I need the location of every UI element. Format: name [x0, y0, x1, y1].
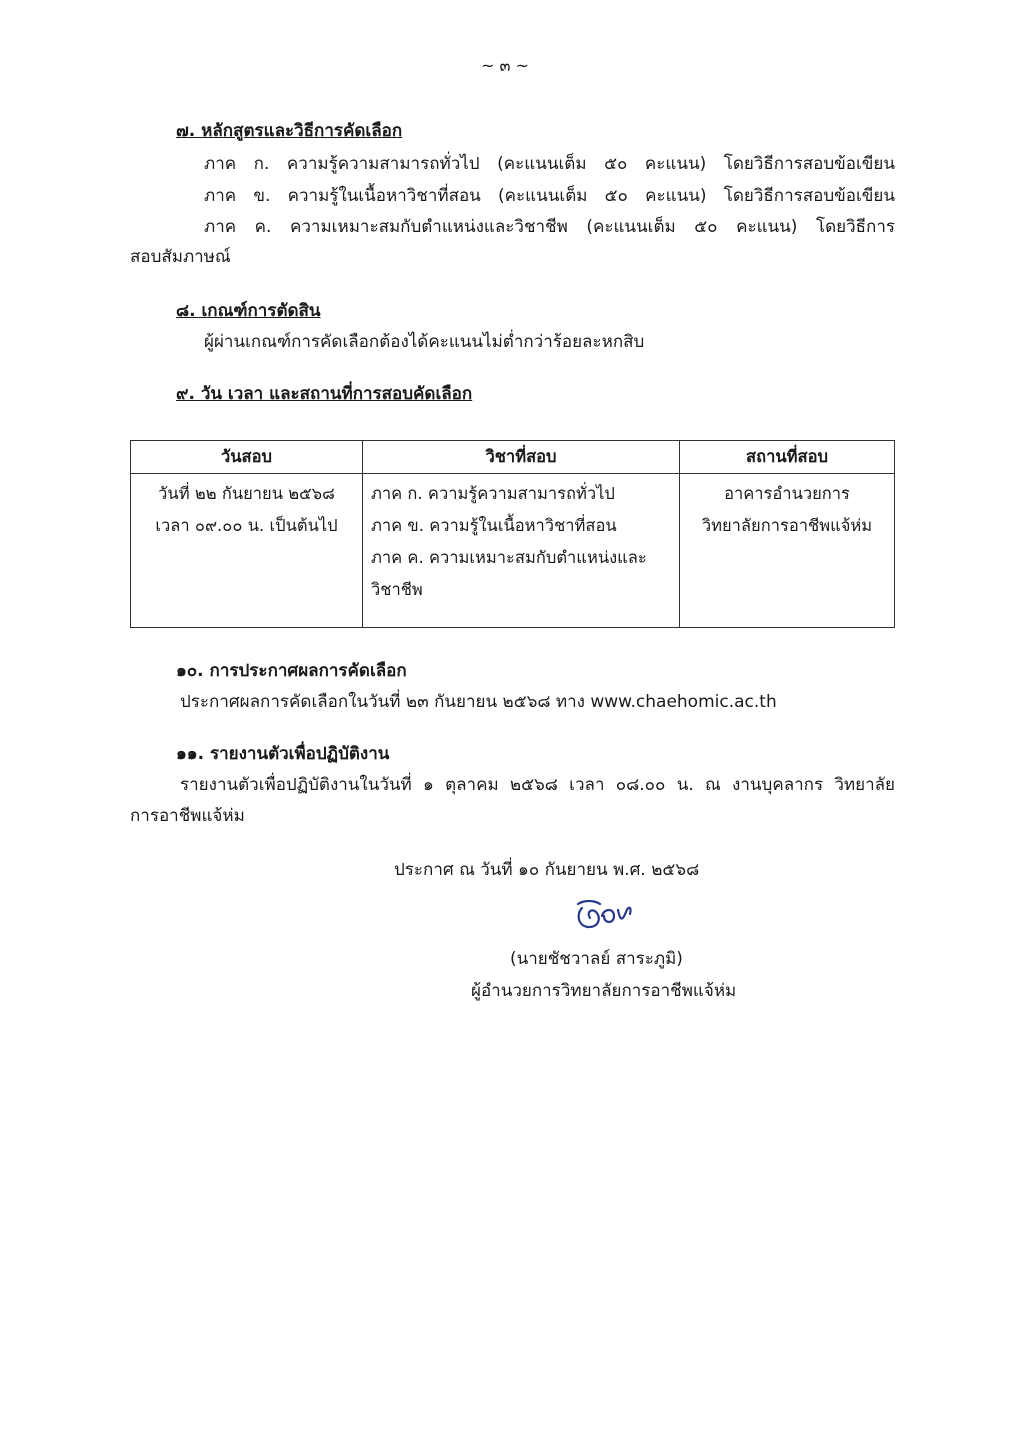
subject-line: ภาค ข. ความรู้ในเนื้อหาวิชาที่สอน: [371, 516, 617, 535]
section11-line-1: รายงานตัวเพื่อปฏิบัติงานในวันที่ ๑ ตุลาคม ๒๕๖๘ เวลา ๐๘.๐๐ น. ณ งานบุคลากร วิทยาลัย: [180, 775, 895, 795]
exam-schedule-table: [130, 440, 895, 628]
section7-line-3: ภาค ค. ความเหมาะสมกับตำแหน่งและวิชาชีพ (คะแนนเต็ม ๕๐ คะแนน) โดยวิธีการ: [204, 217, 895, 237]
exam-date-line: วันที่ ๒๒ กันยายน ๒๕๖๘: [158, 484, 335, 503]
header-exam-subject: วิชาที่สอบ: [363, 441, 680, 474]
subject-line: วิชาชีพ: [371, 580, 423, 599]
page-number: ~ ๓ ~: [481, 56, 529, 75]
subject-line: ภาค ก. ความรู้ความสามารถทั่วไป: [371, 484, 615, 503]
section11-heading: ๑๑. รายงานตัวเพื่อปฏิบัติงาน: [176, 744, 390, 764]
section7-line-1: ภาค ก. ความรู้ความสามารถทั่วไป (คะแนนเต็ม ๕๐ คะแนน) โดยวิธีการสอบข้อเขียน: [204, 154, 895, 174]
section7-line-4: สอบสัมภาษณ์: [130, 247, 231, 267]
table-row: [131, 474, 895, 628]
header-exam-date: วันสอบ: [131, 441, 363, 474]
announcement-date: ประกาศ ณ วันที่ ๑๐ กันยายน พ.ศ. ๒๕๖๘: [394, 860, 700, 880]
cell-exam-date: [131, 474, 363, 628]
signature-image: [572, 896, 642, 936]
subject-line: ภาค ค. ความเหมาะสมกับตำแหน่งและ: [371, 548, 647, 567]
place-line: อาคารอำนวยการ: [724, 484, 850, 503]
section10-heading: ๑๐. การประกาศผลการคัดเลือก: [176, 661, 407, 681]
place-line: วิทยาลัยการอาชีพแจ้ห่ม: [701, 516, 873, 535]
section10-text: ประกาศผลการคัดเลือกในวันที่ ๒๓ กันยายน ๒๕๖๘ ทาง www.chaehomic.ac.th: [180, 692, 777, 712]
signer-title: ผู้อำนวยการวิทยาลัยการอาชีพแจ้ห่ม: [471, 981, 737, 1001]
section8-text: ผู้ผ่านเกณฑ์การคัดเลือกต้องได้คะแนนไม่ต่ำกว่าร้อยละหกสิบ: [204, 332, 645, 352]
signer-name: (นายชัชวาลย์ สาระภูมิ): [510, 949, 683, 969]
section8-heading: ๘. เกณฑ์การตัดสิน: [176, 301, 321, 321]
cell-exam-place: [680, 474, 895, 628]
cell-exam-subject: [363, 474, 680, 628]
section11-line-2: การอาชีพแจ้ห่ม: [130, 806, 245, 826]
exam-time-line: เวลา ๐๙.๐๐ น. เป็นต้นไป: [155, 516, 338, 535]
section7-heading: ๗. หลักสูตรและวิธีการคัดเลือก: [176, 121, 403, 141]
section7-line-2: ภาค ข. ความรู้ในเนื้อหาวิชาที่สอน (คะแนนเต็ม ๕๐ คะแนน) โดยวิธีการสอบข้อเขียน: [204, 186, 895, 206]
table-header-row: [131, 441, 895, 474]
section9-heading: ๙. วัน เวลา และสถานที่การสอบคัดเลือก: [176, 384, 473, 404]
header-exam-place: สถานที่สอบ: [680, 441, 895, 474]
